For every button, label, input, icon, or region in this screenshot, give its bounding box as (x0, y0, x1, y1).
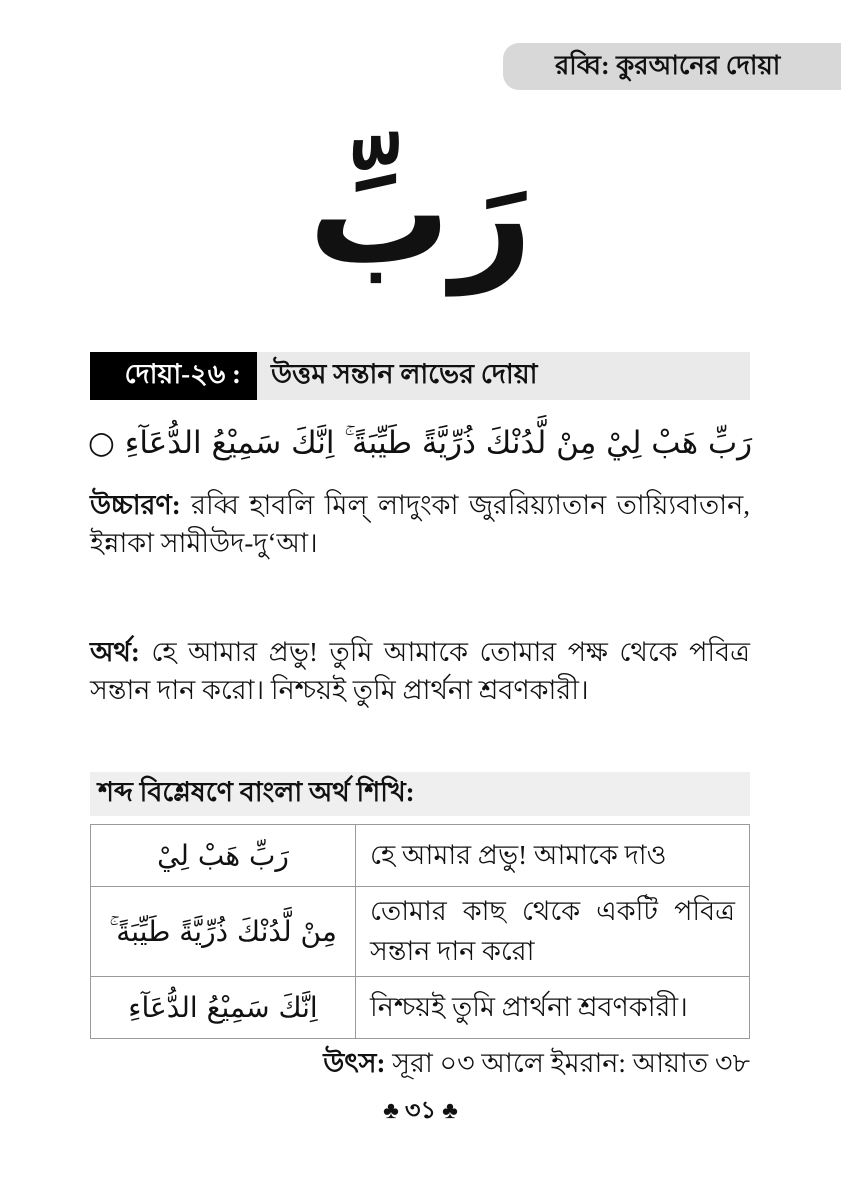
table-row (91, 977, 750, 1039)
calligraphy-text: رَبِّ (308, 131, 533, 296)
arabic-calligraphy-rabbi (0, 118, 841, 310)
dua-title-bar (90, 352, 750, 400)
table-cell-arabic: مِنْ لَّدُنْكَ ذُرِّيَّةً طَيِّبَةً ۚ (91, 887, 356, 977)
table-cell-bengali: নিশ্চয়ই তুমি প্রার্থনা শ্রবণকারী। (356, 977, 750, 1039)
table-cell-arabic: اِنَّكَ سَمِيْعُ الدُّعَآءِ (91, 977, 356, 1039)
table-cell-bengali: তোমার কাছ থেকে একটি পবিত্র সন্তান দান করো (356, 887, 750, 977)
table-cell-arabic: رَبِّ هَبْ لِيْ (91, 825, 356, 887)
pronunciation-text: রব্বি হাবলি মিল্ লাদুংকা জুররিয়্যাতান তায়্যিবাতান, ইন্নাকা সামীউদ-দু‘আ। (90, 490, 751, 559)
meaning-paragraph (90, 633, 750, 710)
dua-arabic-text: رَبِّ هَبْ لِيْ مِنْ لَّدُنْكَ ذُرِّيَّةً طَيِّبَةً ۚ اِنَّكَ سَمِيْعُ الدُّعَآءِ ○ (87, 424, 753, 461)
source-line (90, 1043, 750, 1088)
dua-number-label: দোয়া-২৬ : (90, 352, 257, 400)
page-header-title: রব্বি: কুরআনের দোয়া (555, 50, 781, 80)
dua-title-text: উত্তম সন্তান লাভের দোয়া (257, 352, 750, 400)
word-analysis-table (90, 824, 750, 1039)
pronunciation-paragraph (90, 486, 750, 563)
page-header-tab (503, 43, 841, 90)
source-label: উৎস: (323, 1048, 386, 1078)
meaning-label: অর্থ: (90, 637, 140, 667)
table-cell-bengali: হে আমার প্রভু! আমাকে দাও (356, 825, 750, 887)
source-text: সূরা ০৩ আলে ইমরান: আয়াত ৩৮ (385, 1048, 750, 1078)
word-analysis-heading: শব্দ বিশ্লেষণে বাংলা অর্থ শিখি: (90, 772, 750, 816)
table-row (91, 825, 750, 887)
pronunciation-label: উচ্চারণ: (90, 490, 181, 520)
meaning-text: হে আমার প্রভু! তুমি আমাকে তোমার পক্ষ থেকে পবিত্র সন্তান দান করো। নিশ্চয়ই তুমি প্রার্থনা শ্রবণকারী। (90, 637, 750, 706)
page-number: ♣ ৩১ ♣ (383, 1098, 458, 1124)
table-row (91, 887, 750, 977)
